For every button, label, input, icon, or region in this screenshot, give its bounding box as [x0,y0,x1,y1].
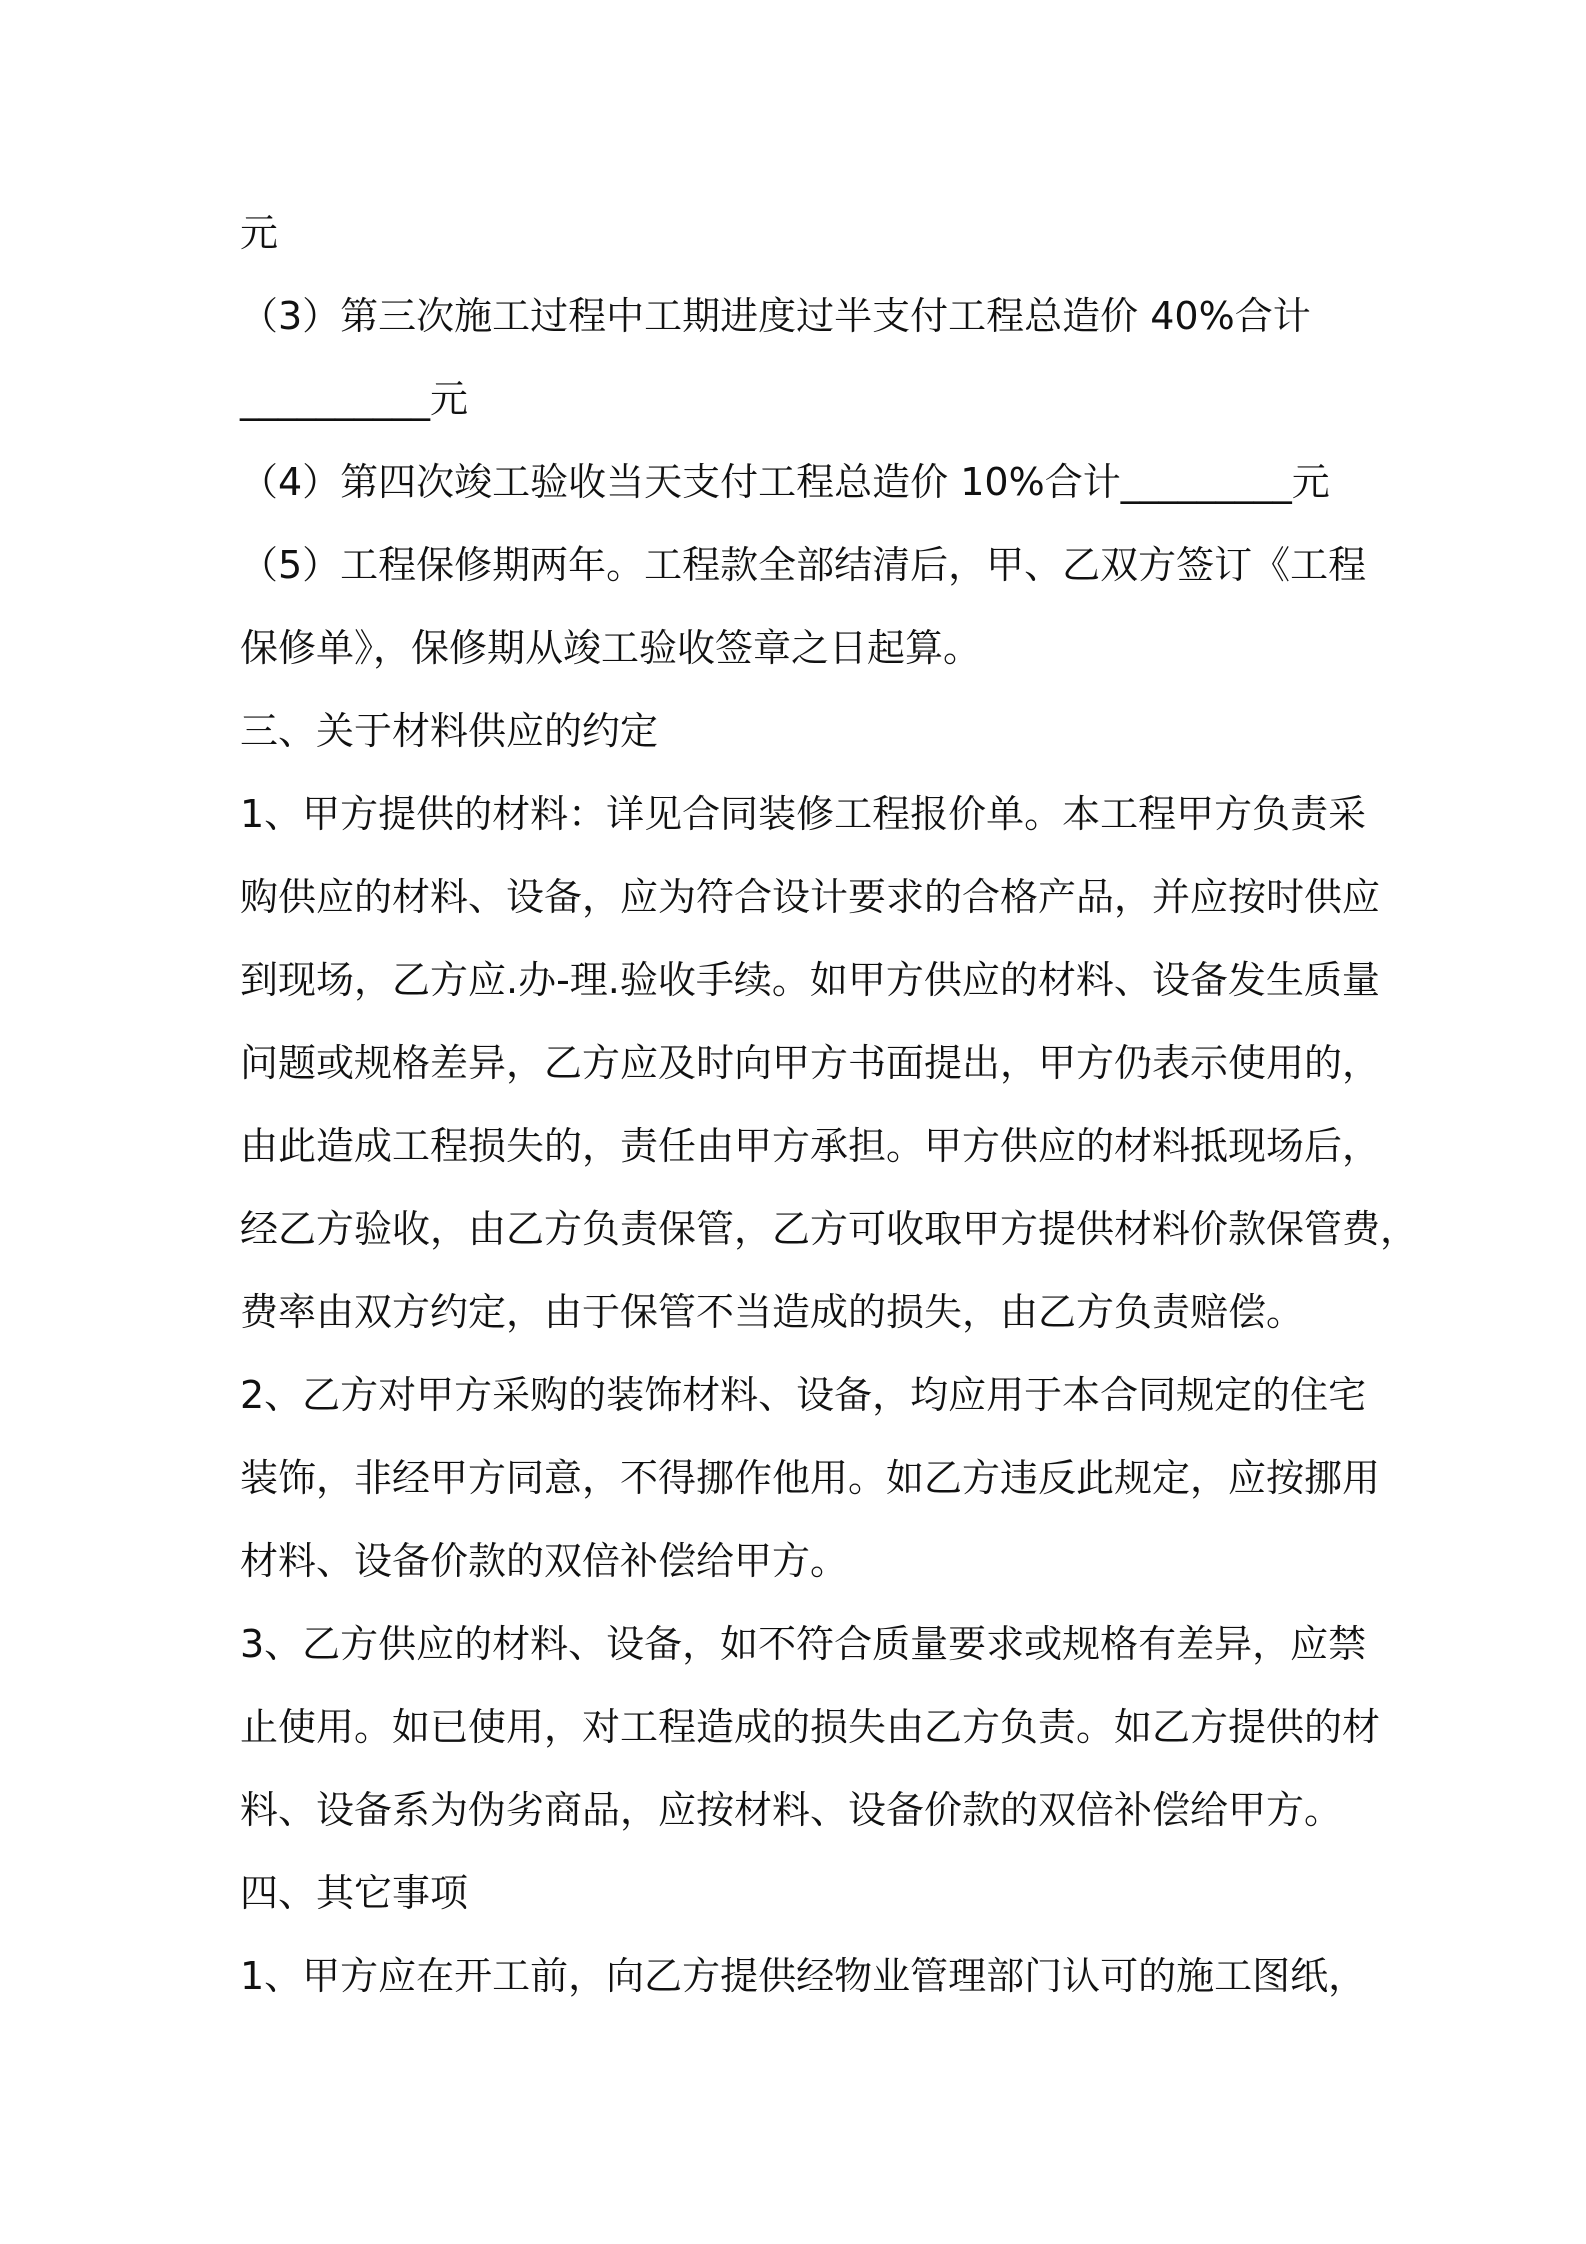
contract-page [240,192,1419,2018]
text-line: 2、乙方对甲方采购的装饰材料、设备，均应用于本合同规定的住宅 [240,1373,1367,1417]
text-line: 费率由双方约定，由于保管不当造成的损失，由乙方负责赔偿。 [240,1290,1305,1334]
section-heading: 四、其它事项 [240,1871,469,1915]
text-line: （3）第三次施工过程中工期进度过半支付工程总造价 40%合计 [240,294,1311,338]
text-line: 到现场，乙方应.办-理.验收手续。如甲方供应的材料、设备发生质量 [240,958,1380,1002]
text-line: 1、甲方提供的材料：详见合同装修工程报价单。本工程甲方负责采 [240,792,1367,836]
text-line: 装饰，非经甲方同意，不得挪作他用。如乙方违反此规定，应按挪用 [240,1456,1381,1500]
text-line: 料、设备系为伪劣商品，应按材料、设备价款的双倍补偿给甲方。 [240,1788,1343,1832]
section-heading: 三、关于材料供应的约定 [240,709,659,753]
text-line: 问题或规格差异，乙方应及时向甲方书面提出，甲方仍表示使用的， [240,1041,1381,1085]
text-line: 材料、设备价款的双倍补偿给甲方。 [240,1539,849,1583]
text-line: __________元 [240,377,469,421]
text-line: 经乙方验收，由乙方负责保管，乙方可收取甲方提供材料价款保管费， [240,1207,1419,1251]
text-line: 止使用。如已使用，对工程造成的损失由乙方负责。如乙方提供的材 [240,1705,1381,1749]
text-line: （4）第四次竣工验收当天支付工程总造价 10%合计_________元 [240,460,1330,504]
text-line: 由此造成工程损失的，责任由甲方承担。甲方供应的材料抵现场后， [240,1124,1381,1168]
text-line: 购供应的材料、设备，应为符合设计要求的合格产品，并应按时供应 [240,875,1381,919]
text-line: 1、甲方应在开工前，向乙方提供经物业管理部门认可的施工图纸， [240,1954,1367,1998]
text-line: （5）工程保修期两年。工程款全部结清后，甲、乙双方签订《工程 [240,543,1367,587]
text-line: 3、乙方供应的材料、设备，如不符合质量要求或规格有差异，应禁 [240,1622,1367,1666]
text-line: 元 [240,211,279,255]
text-line: 保修单》，保修期从竣工验收签章之日起算。 [240,626,982,670]
